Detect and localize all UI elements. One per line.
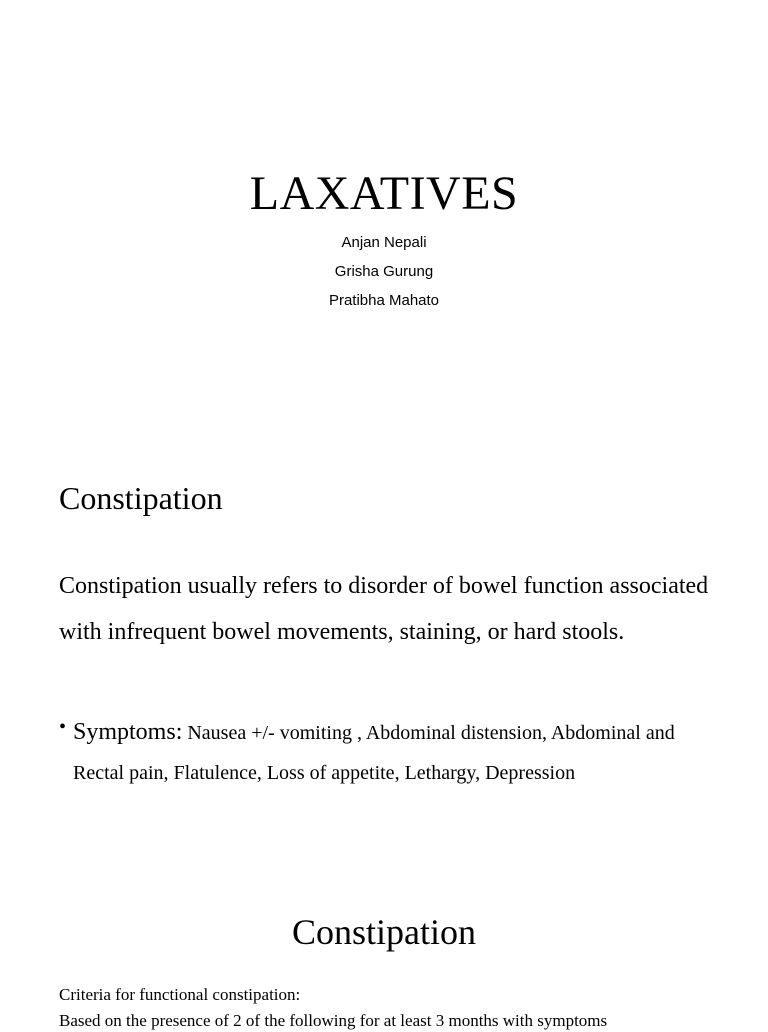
bullet-content <box>73 712 719 793</box>
author-name: Grisha Gurung <box>334 263 434 280</box>
criteria-slide <box>0 880 768 1030</box>
title-slide <box>0 0 768 420</box>
symptoms-bullet <box>59 712 719 793</box>
bullet-label: Symptoms: <box>73 719 183 745</box>
criteria-intro: Criteria for functional constipation: <box>59 985 301 1004</box>
definition-paragraph: Constipation usually refers to disorder of bowel function associated with infrequent bowel movements, staining, or hard stools. <box>59 573 709 645</box>
section-heading: Constipation <box>291 912 476 952</box>
author-name: Pratibha Mahato <box>328 292 440 309</box>
bullet-icon: • <box>59 716 67 738</box>
criteria-text: Based on the presence of 2 of the following for at least 3 months with symptoms <box>59 1011 608 1030</box>
bullet-text: Nausea +/- vomiting , Abdominal distension, Abdominal and Rectal pain, Flatulence, Loss of appetite, Lethargy, Depression <box>73 722 675 784</box>
author-name: Anjan Nepali <box>341 234 427 251</box>
section-heading: Constipation <box>59 480 223 516</box>
author-list <box>0 228 768 315</box>
page-title: LAXATIVES <box>249 167 519 220</box>
constipation-slide <box>0 420 768 820</box>
